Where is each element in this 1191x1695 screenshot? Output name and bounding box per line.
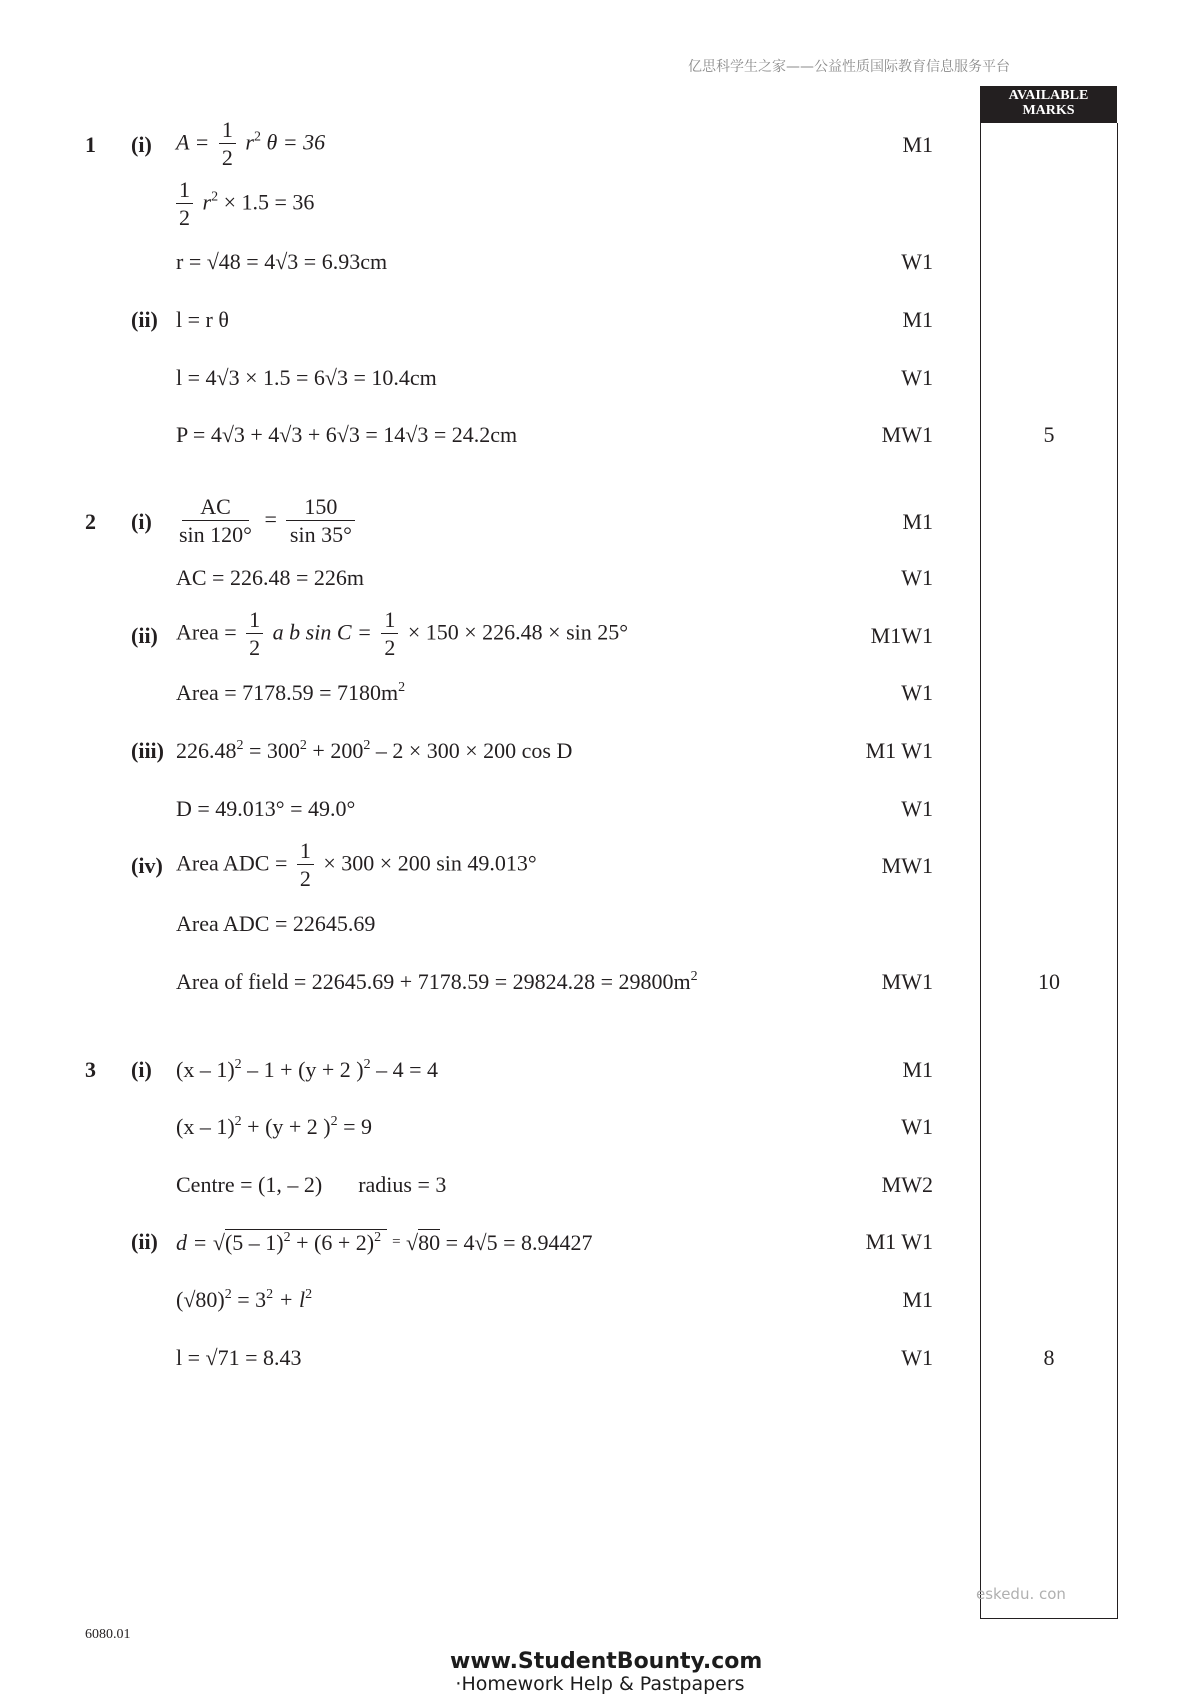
q1-i-line3: r = √48 = 4√3 = 6.93cm — [176, 249, 388, 274]
question-number: 3 — [85, 1057, 96, 1082]
fraction — [297, 838, 314, 893]
available-mark: 5 — [1043, 422, 1055, 447]
mark: W1 — [901, 680, 933, 705]
mark: W1 — [901, 249, 933, 274]
text: + 200 — [306, 738, 364, 763]
mark: M1 W1 — [865, 738, 933, 763]
paper-code: 6080.01 — [85, 1627, 131, 1642]
part-label: (i) — [131, 1057, 152, 1082]
q3-i-line1: (x – 1)$^2$ – 1 + (y + 2 )$^2$ – 4 = 4 — [176, 1057, 439, 1082]
text: Area = 7178.59 = 7180m — [176, 680, 399, 705]
fraction-numerator: 1 — [246, 607, 263, 634]
part-label: (iii) — [131, 738, 164, 763]
text: × 150 × 226.48 × sin 25° — [407, 619, 629, 645]
heading-line-1: AVAILABLE — [1008, 88, 1089, 103]
part-label: (ii) — [131, 307, 158, 332]
text: = 4√5 = 8.94427 — [445, 1230, 593, 1255]
fraction-numerator: 1 — [297, 838, 314, 865]
q3-ii-line3: l = √71 = 8.43 — [176, 1345, 302, 1370]
fraction — [246, 607, 263, 662]
text: – 4 = 4 — [370, 1057, 439, 1082]
fraction-numerator: AC — [182, 494, 249, 521]
fraction-numerator: 1 — [219, 117, 236, 144]
part-label: (ii) — [131, 1229, 158, 1254]
logo-line-1: www.StudentBounty.com — [450, 1649, 763, 1674]
studentbounty-logo — [450, 1649, 763, 1695]
available-mark: 8 — [1043, 1345, 1055, 1370]
mark: MW1 — [881, 969, 933, 994]
part-label: (iv) — [131, 853, 163, 878]
q3-i-line3 — [176, 1171, 446, 1199]
text: (x – 1) — [176, 1057, 235, 1082]
text: (5 – 1) — [224, 1230, 284, 1255]
fraction — [176, 177, 193, 232]
fraction-numerator: 1 — [381, 607, 398, 634]
mark: M1 — [902, 1287, 933, 1312]
fraction — [381, 607, 398, 662]
q3-ii-line2: $(√80)^2 = 3^2 + l^2$ — [176, 1287, 313, 1312]
q2-iii-line1: $226.48^2 = 300^2 + 200^2 - 2 \times 300 \times 200$ cos D — [176, 738, 573, 763]
text: Area = — [176, 619, 237, 645]
text: 226.48 — [176, 738, 237, 763]
text: d = — [176, 1230, 208, 1255]
q2-iv-line2: Area ADC = 22645.69 — [176, 911, 376, 936]
fraction-numerator: 1 — [176, 177, 193, 204]
q2-iv-line1 — [176, 838, 537, 893]
q1-ii-line1: l = r θ — [176, 307, 229, 332]
fraction-denominator: sin 35° — [289, 522, 352, 547]
text: r — [245, 129, 254, 155]
mark: W1 — [901, 1345, 933, 1370]
watermark-text: eskedu. con — [976, 1585, 1066, 1603]
text: + l — [273, 1287, 306, 1312]
fraction-numerator: 150 — [286, 494, 355, 521]
question-number: 2 — [85, 509, 96, 534]
mark: M1 — [902, 509, 933, 534]
text: + (y + 2 ) — [241, 1114, 331, 1139]
text: = — [392, 1234, 401, 1250]
mark: W1 — [901, 565, 933, 590]
text: = 9 — [337, 1114, 373, 1139]
q2-i-line1 — [172, 494, 359, 549]
part-label: (i) — [131, 132, 152, 157]
q2-iv-line3: Area of field = $22645.69 + 7178.59 = 29824.28 = 29800m^2$ — [176, 969, 698, 994]
text: × 1.5 = 36 — [223, 189, 315, 215]
fraction-denominator: sin 120° — [179, 522, 252, 547]
text: r — [202, 189, 212, 215]
available-mark: 10 — [1038, 969, 1060, 994]
logo-line-2: ·Homework Help & Pastpapers — [455, 1673, 745, 1695]
text: θ = 36 — [266, 129, 326, 155]
text: × 300 × 200 sin 49.013° — [323, 850, 537, 876]
sqrt-radicand: $(5 - 1)^2 + (6 + 2)^2$ — [225, 1229, 387, 1255]
mark: M1 — [902, 1057, 933, 1082]
fraction — [286, 494, 355, 549]
mark: W1 — [901, 796, 933, 821]
mark: MW1 — [881, 422, 933, 447]
text: Area ADC = — [176, 850, 288, 876]
mark: M1W1 — [870, 623, 933, 648]
q1-ii-line3: P = 4√3 + 4√3 + 6√3 = 14√3 = 24.2cm — [176, 422, 518, 447]
fraction-denominator: 2 — [179, 205, 190, 230]
q2-i-line2: AC = 226.48 = 226m — [176, 565, 364, 590]
fraction — [219, 117, 236, 172]
mark: M1 W1 — [865, 1229, 933, 1254]
q3-i-line2: (x – 1)$^2$ + (y + 2 )$^2$ = 9 — [176, 1114, 373, 1139]
mark: W1 — [901, 365, 933, 390]
fraction-denominator: 2 — [299, 866, 311, 891]
part-label: (ii) — [131, 623, 158, 648]
fraction-denominator: 2 — [249, 635, 261, 660]
part-label: (i) — [131, 509, 152, 534]
text: + (6 + 2) — [290, 1230, 375, 1255]
text: (√80) — [176, 1287, 225, 1312]
text: = — [264, 506, 277, 532]
q2-ii-line1 — [176, 607, 628, 662]
heading-line-2: MARKS — [1022, 103, 1075, 118]
available-marks-column — [980, 123, 1118, 1619]
question-number: 1 — [85, 132, 96, 157]
text: Area of field = 22645.69 + 7178.59 = 29824.28 = 29800m — [176, 969, 691, 994]
mark: M1 — [902, 307, 933, 332]
mark: M1 — [902, 132, 933, 157]
header-text: 亿思科学生之家——公益性质国际教育信息服务平台 — [688, 59, 1010, 75]
text: (x – 1) — [176, 1114, 235, 1139]
text: – 1 + (y + 2 ) — [241, 1057, 364, 1082]
q2-ii-line2: Area = $7178.59 = 7180m^2$ — [176, 680, 406, 705]
fraction-denominator: 2 — [384, 635, 396, 660]
text: a b sin C = — [272, 619, 372, 645]
mark: W1 — [901, 1114, 933, 1139]
q3-ii-line1: $d = √(5 - 1)^2 + (6 + 2)^2 = √80 = 4√5 = 8.94427$ — [176, 1230, 593, 1255]
q1-i-line2: $\frac{1}{2}$ $r^2 \times 1.5 = 36$ — [172, 177, 314, 232]
sqrt-radicand: 80 — [418, 1230, 441, 1255]
text: – 2 × 300 × 200 cos D — [370, 738, 573, 763]
text: A = — [176, 129, 210, 155]
fraction-denominator: 2 — [221, 145, 233, 170]
text: Centre = (1, – 2) — [176, 1172, 323, 1197]
text: = 300 — [243, 738, 300, 763]
q2-iii-line2: D = 49.013° = 49.0° — [176, 796, 356, 821]
mark: MW1 — [881, 853, 933, 878]
q1-ii-line2: l = 4√3 × 1.5 = 6√3 = 10.4cm — [176, 365, 437, 390]
available-marks-heading — [980, 86, 1117, 123]
fraction — [176, 494, 255, 549]
mark: MW2 — [881, 1172, 933, 1197]
text: radius = 3 — [358, 1172, 447, 1197]
text: = 3 — [231, 1287, 267, 1312]
q1-i-line1: A = $\frac{1}{2}$ $r^2$ θ = 36 — [176, 117, 326, 170]
